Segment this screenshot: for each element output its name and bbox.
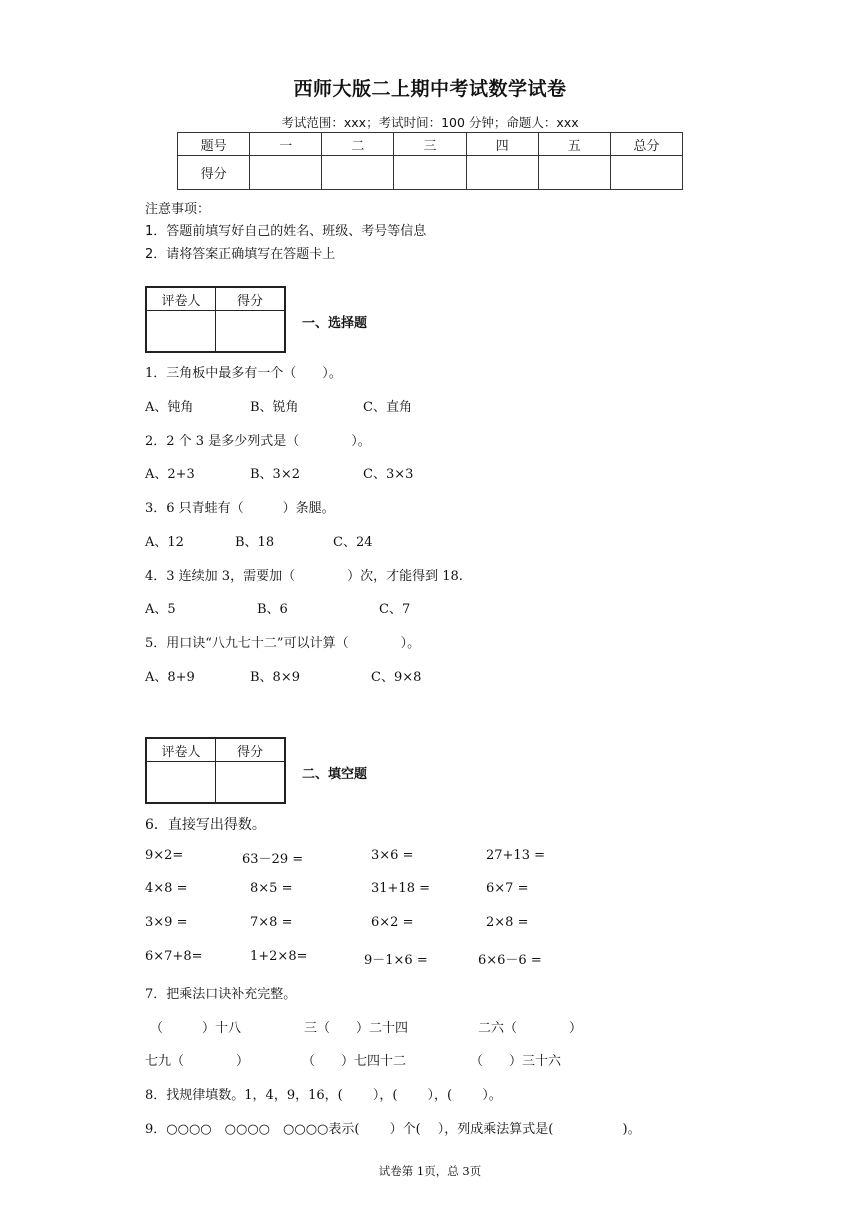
rhyme-item: （ ）十八: [150, 1021, 242, 1036]
score-cell: [538, 156, 610, 190]
question-stem: 2．2 个 3 是多少列式是（ ）。: [145, 434, 371, 449]
calc-item: 6×7+8=: [145, 949, 203, 964]
calc-item: 3×6 =: [371, 848, 414, 863]
calc-item: 27+13 =: [486, 848, 546, 863]
option: B、18: [235, 535, 275, 550]
grader-cell: [216, 762, 286, 804]
rhyme-item: 七九（ ）: [145, 1054, 250, 1069]
question-stem: 9．○○○○ ○○○○ ○○○○表示( ）个( ），列成乘法算式是( )。: [145, 1122, 641, 1137]
score-cell: [610, 156, 682, 190]
score-table-col-1: 一: [250, 133, 322, 156]
score-table-label-number: 题号: [178, 133, 250, 156]
exam-info: 考试范围：xxx；考试时间：100 分钟；命题人：xxx: [281, 115, 579, 130]
note-item: 1．答题前填写好自己的姓名、班级、考号等信息: [145, 224, 427, 239]
option: A、12: [145, 535, 184, 550]
calc-item: 2×8 =: [486, 915, 529, 930]
grader-score-label: 得分: [216, 738, 286, 762]
page-footer: 试卷第 1页，总 3页: [378, 1164, 482, 1178]
notes-heading: 注意事项：: [145, 202, 211, 217]
grader-label: 评卷人: [146, 287, 216, 311]
calc-item: 8×5 =: [250, 881, 293, 896]
calc-item: 6×2 =: [371, 915, 414, 930]
score-table-col-3: 三: [394, 133, 466, 156]
score-table-col-2: 二: [322, 133, 394, 156]
grader-cell: [216, 311, 286, 353]
rhyme-item: （ ）三十六: [470, 1054, 562, 1069]
score-table-label-score: 得分: [178, 156, 250, 190]
question-stem: 8．找规律填数。1，4，9，16，( ），( ），( ）。: [145, 1088, 502, 1103]
note-item: 2．请将答案正确填写在答题卡上: [145, 247, 336, 262]
question-stem: 7．把乘法口诀补充完整。: [145, 987, 297, 1002]
calc-item: 63－29 =: [242, 852, 304, 867]
rhyme-item: 二六（ ）: [478, 1021, 583, 1036]
option: C、3×3: [363, 467, 414, 482]
option: A、8+9: [145, 670, 195, 685]
grader-cell: [146, 311, 216, 353]
option: C、7: [379, 602, 411, 617]
score-cell: [466, 156, 538, 190]
score-table-col-5: 五: [538, 133, 610, 156]
question-stem: 6．直接写出得数。: [145, 817, 266, 833]
question-stem: 1．三角板中最多有一个（ ）。: [145, 366, 342, 381]
grader-box: [145, 286, 286, 353]
score-cell: [322, 156, 394, 190]
calc-item: 31+18 =: [371, 881, 431, 896]
option: C、9×8: [371, 670, 422, 685]
score-table-col-total: 总分: [610, 133, 682, 156]
score-table-score-row: [178, 156, 683, 190]
grader-cell: [146, 762, 216, 804]
question-stem: 3．6 只青蛙有（ ）条腿。: [145, 501, 335, 516]
option: A、钝角: [145, 400, 194, 415]
rhyme-item: （ ）七四十二: [302, 1054, 407, 1069]
score-cell: [250, 156, 322, 190]
question-stem: 4．3 连续加 3，需要加（ ）次，才能得到 18.: [145, 569, 463, 584]
page-title: 西师大版二上期中考试数学试卷: [293, 78, 567, 100]
calc-item: 6×6－6 =: [478, 953, 542, 968]
question-stem: 5．用口诀“八九七十二”可以计算（ ）。: [145, 636, 421, 651]
score-cell: [394, 156, 466, 190]
section-title: 二、填空题: [302, 767, 368, 782]
calc-item: 9－1×6 =: [364, 953, 428, 968]
option: C、24: [333, 535, 373, 550]
option: B、6: [257, 602, 288, 617]
calc-item: 6×7 =: [486, 881, 529, 896]
option: B、锐角: [250, 400, 299, 415]
calc-item: 9×2=: [145, 848, 184, 863]
option: B、3×2: [250, 467, 300, 482]
score-table: [177, 132, 683, 190]
score-table-col-4: 四: [466, 133, 538, 156]
calc-item: 7×8 =: [250, 915, 293, 930]
calc-item: 4×8 =: [145, 881, 188, 896]
option: A、5: [145, 602, 176, 617]
grader-label: 评卷人: [146, 738, 216, 762]
option: C、直角: [363, 400, 412, 415]
score-table-header-row: [178, 133, 683, 156]
grader-score-label: 得分: [216, 287, 286, 311]
calc-item: 3×9 =: [145, 915, 188, 930]
option: A、2+3: [145, 467, 195, 482]
grader-box: [145, 737, 286, 804]
section-title: 一、选择题: [302, 316, 368, 331]
option: B、8×9: [250, 670, 300, 685]
calc-item: 1+2×8=: [250, 949, 308, 964]
rhyme-item: 三（ ）二十四: [304, 1021, 409, 1036]
